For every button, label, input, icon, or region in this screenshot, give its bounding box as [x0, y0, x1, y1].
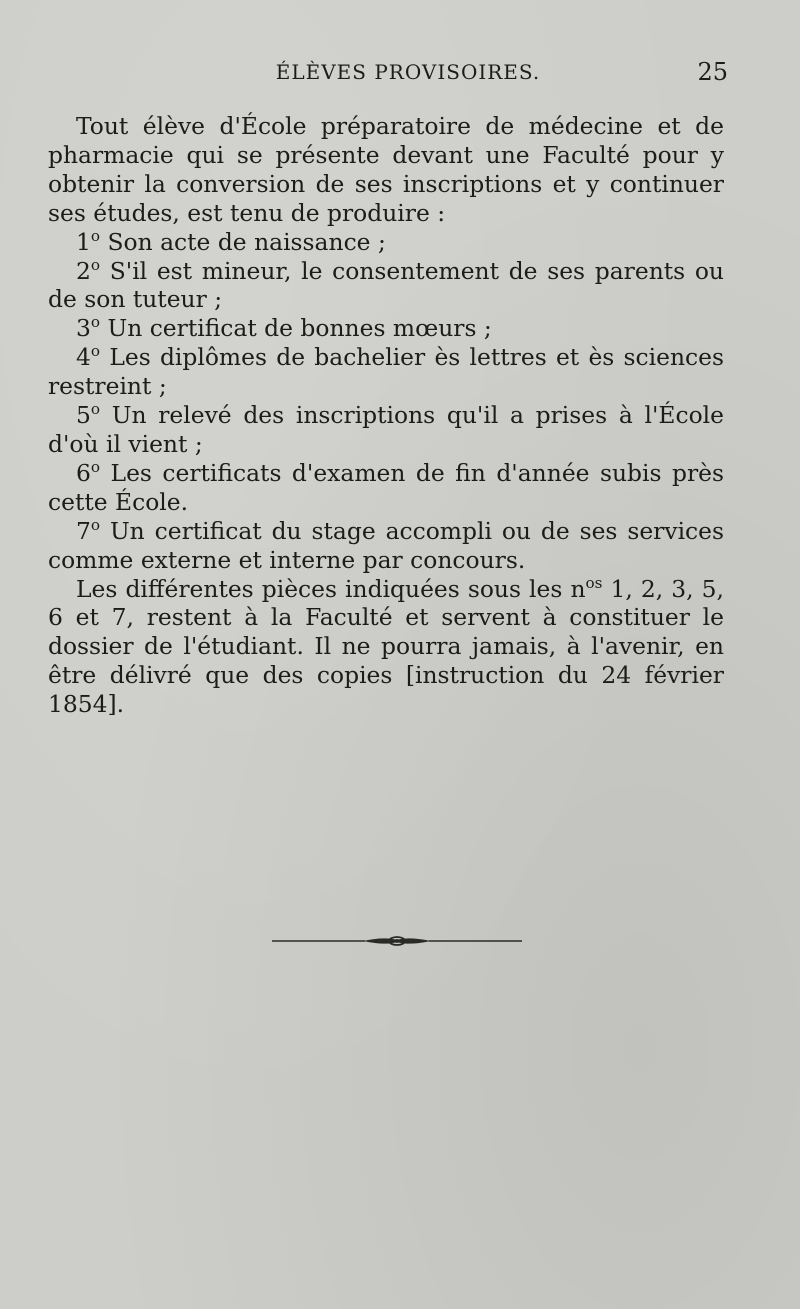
- numero-superscript: os: [585, 573, 603, 592]
- list-item: [48, 257, 724, 315]
- intro-paragraph: Tout élève d'École préparatoire de médecine et de pharmacie qui se présente devant une Faculté pour y obtenir la conversion de ses inscriptions et y continuer ses études, est tenu de produire :: [48, 112, 724, 227]
- item-ordinal-mark: o: [90, 226, 101, 245]
- item-number: 5: [76, 401, 91, 430]
- closing-text-start: Les différentes pièces indiquées sous les n: [76, 574, 586, 603]
- list-item: [48, 343, 724, 401]
- running-title: ÉLÈVES PROVISOIRES.: [275, 60, 541, 84]
- item-ordinal-mark: o: [90, 400, 101, 419]
- item-text: Un relevé des inscriptions qu'il a prises à l'École d'où il vient ;: [48, 401, 724, 458]
- closing-text-end: 1, 2, 3, 5, 6 et 7, restent à la Faculté et servent à constituer le dossier de l'étudiant. Il ne pourra jamais, à l'avenir, en être délivré que des copies [instruction du 24 février 1854].: [48, 574, 724, 719]
- item-text: Son acte de naissance ;: [107, 227, 386, 256]
- item-text: S'il est mineur, le consentement de ses parents ou de son tuteur ;: [48, 256, 724, 314]
- page-number: 25: [697, 58, 728, 86]
- item-number: 4: [76, 343, 91, 372]
- closing-paragraph: [48, 575, 724, 720]
- list-item: [48, 228, 724, 257]
- running-head: [48, 58, 728, 92]
- list-item: [48, 314, 724, 343]
- item-text: Un certificat de bonnes mœurs ;: [107, 314, 492, 343]
- item-ordinal-mark: o: [90, 255, 101, 274]
- item-ordinal-mark: o: [90, 313, 101, 332]
- item-number: 6: [76, 458, 91, 487]
- item-number: 2: [76, 256, 91, 285]
- list-item: [48, 459, 724, 517]
- item-number: 7: [76, 516, 91, 545]
- body-text: [48, 112, 724, 719]
- item-number: 3: [76, 314, 91, 343]
- item-number: 1: [76, 227, 91, 256]
- item-text: Les certificats d'examen de fin d'année subis près cette École.: [48, 458, 724, 516]
- item-text: Les diplômes de bachelier ès lettres et ès sciences restreint ;: [48, 343, 724, 401]
- list-item: [48, 517, 724, 575]
- item-text: Un certificat du stage accompli ou de ses services comme externe et interne par concours.: [48, 516, 724, 574]
- item-ordinal-mark: o: [90, 515, 101, 534]
- item-ordinal-mark: o: [90, 342, 101, 361]
- scroll-ornament-icon: [270, 930, 524, 952]
- item-ordinal-mark: o: [90, 458, 101, 477]
- list-item: [48, 401, 724, 459]
